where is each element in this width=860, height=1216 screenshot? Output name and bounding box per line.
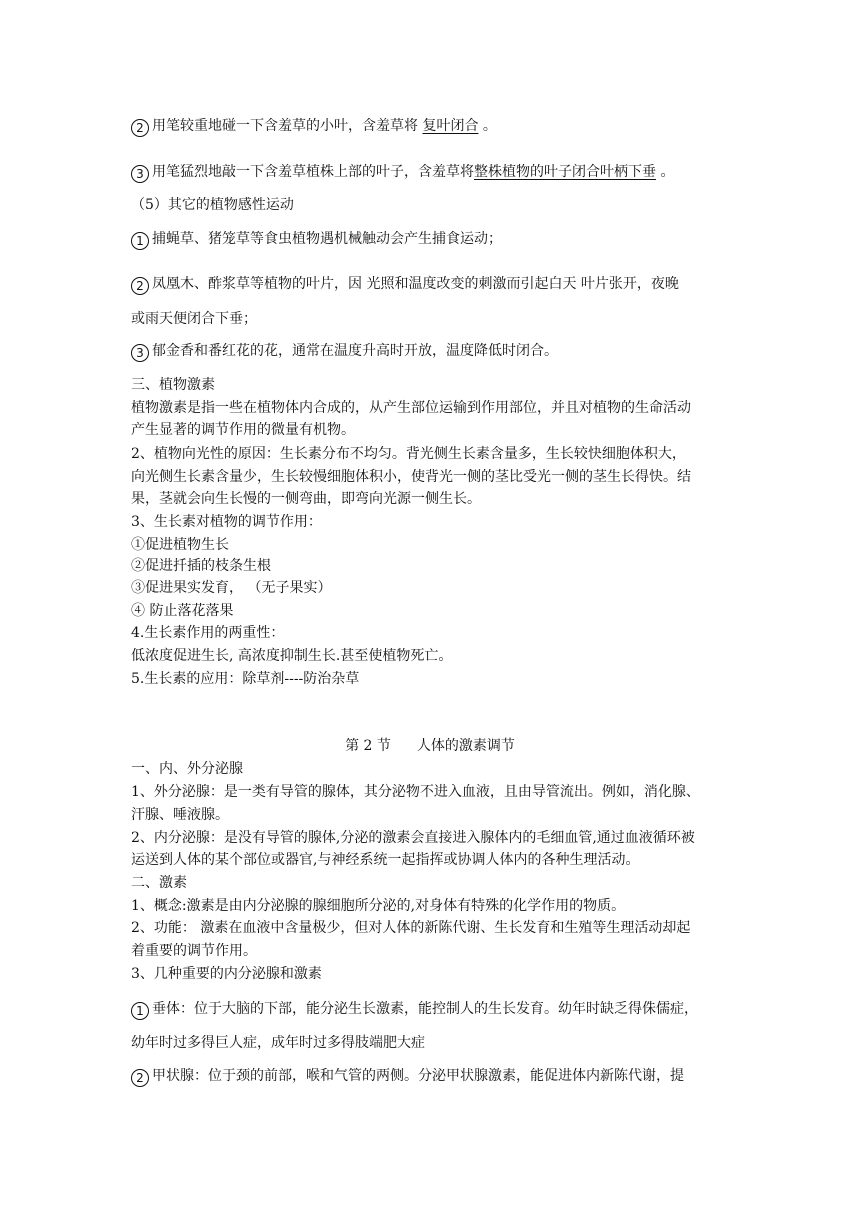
text-line: 2、功能： 激素在血液中含量极少，但对人体的新陈代谢、生长发育和生殖等生理活动却起 — [131, 920, 691, 936]
text-line: 汗腺、唾液腺。 — [131, 807, 229, 823]
text-line: 2 凤凰木、酢浆草等植物的叶片，因 光照和温度改变的刺激而引起白天 叶片张开，夜晚 — [131, 274, 679, 295]
list-item: ④ 防止落花落果 — [131, 603, 234, 619]
section-heading: 二、激素 — [131, 875, 187, 891]
section-title-text: 人体的激素调节 — [416, 738, 515, 754]
text-line: 3 用笔猛烈地敲一下含羞草植株上部的叶子，含羞草将整株植物的叶子闭合叶柄下垂 。 — [131, 162, 674, 183]
section-title — [0, 736, 860, 756]
subsection-heading: （5）其它的植物感性运动 — [131, 197, 294, 213]
text-line: 1 垂体：位于大脑的下部，能分泌生长激素，能控制人的生长发育。幼年时缺乏得侏儒症， — [131, 999, 698, 1020]
section-number: 第 2 节 — [345, 738, 391, 754]
underlined-answer: 复叶闭合 — [422, 118, 479, 134]
circled-number: 2 — [131, 119, 149, 137]
text-line: 低浓度促进生长, 高浓度抑制生长.甚至使植物死亡。 — [131, 648, 453, 664]
text-line: 向光侧生长素含量少，生长较慢细胞体积小，使背光一侧的茎比受光一侧的茎生长得快。结 — [131, 469, 691, 485]
text-line: 或雨天便闭合下垂； — [131, 311, 257, 327]
text-line: 1、外分泌腺：是一类有导管的腺体，其分泌物不进入血液，且由导管流出。例如，消化腺、 — [131, 784, 700, 800]
circled-number: 2 — [131, 1069, 149, 1087]
text-line: 植物激素是指一些在植物体内合成的，从产生部位运输到作用部位，并且对植物的生命活动 — [131, 400, 691, 416]
circled-number: 3 — [131, 165, 149, 183]
text-line: 2 用笔较重地碰一下含羞草的小叶，含羞草将 复叶闭合 。 — [131, 116, 497, 137]
text-line: 3、生长素对植物的调节作用： — [131, 514, 322, 530]
list-item: ②促进扦插的枝条生根 — [131, 558, 271, 574]
text-line: 5.生长素的应用：除草剂----防治杂草 — [131, 671, 360, 687]
text-line: 2、内分泌腺：是没有导管的腺体,分泌的激素会直接进入腺体内的毛细血管,通过血液循环被 — [131, 830, 695, 846]
circled-number: 1 — [131, 232, 149, 250]
section-heading: 一、内、外分泌腺 — [131, 761, 243, 777]
text-line: 1 捕蝇草、猪笼草等食虫植物遇机械触动会产生捕食运动； — [131, 229, 502, 250]
text-line: 产生显著的调节作用的微量有机物。 — [131, 422, 355, 438]
circled-number: 1 — [131, 1002, 149, 1020]
list-item: ①促进植物生长 — [131, 537, 229, 553]
text-line: 3、几种重要的内分泌腺和激素 — [131, 966, 322, 982]
text-line: 果，茎就会向生长慢的一侧弯曲，即弯向光源一侧生长。 — [131, 491, 481, 507]
underlined-answer: 整株植物的叶子闭合叶柄下垂 — [474, 164, 656, 180]
section-heading: 三、植物激素 — [131, 377, 215, 393]
text-line: 运送到人体的某个部位或器官,与神经系统一起指挥或协调人体内的各种生理活动。 — [131, 852, 640, 868]
text-line: 着重要的调节作用。 — [131, 943, 257, 959]
text-line: 4.生长素作用的两重性： — [131, 625, 285, 641]
text-line: 1、概念:激素是由内分泌腺的腺细胞所分泌的,对身体有特殊的化学作用的物质。 — [131, 898, 626, 914]
text-line: 幼年时过多得巨人症，成年时过多得肢端肥大症 — [131, 1035, 425, 1051]
text-line: 3 郁金香和番红花的花，通常在温度升高时开放，温度降低时闭合。 — [131, 341, 558, 362]
text-line: 2 甲状腺：位于颈的前部，喉和气管的两侧。分泌甲状腺激素，能促进体内新陈代谢，提 — [131, 1066, 684, 1087]
circled-number: 2 — [131, 277, 149, 295]
text-line: 2、植物向光性的原因：生长素分布不均匀。背光侧生长素含量多，生长较快细胞体积大， — [131, 446, 686, 462]
circled-number: 3 — [131, 344, 149, 362]
list-item: ③促进果实发育， （无子果实） — [131, 580, 332, 596]
